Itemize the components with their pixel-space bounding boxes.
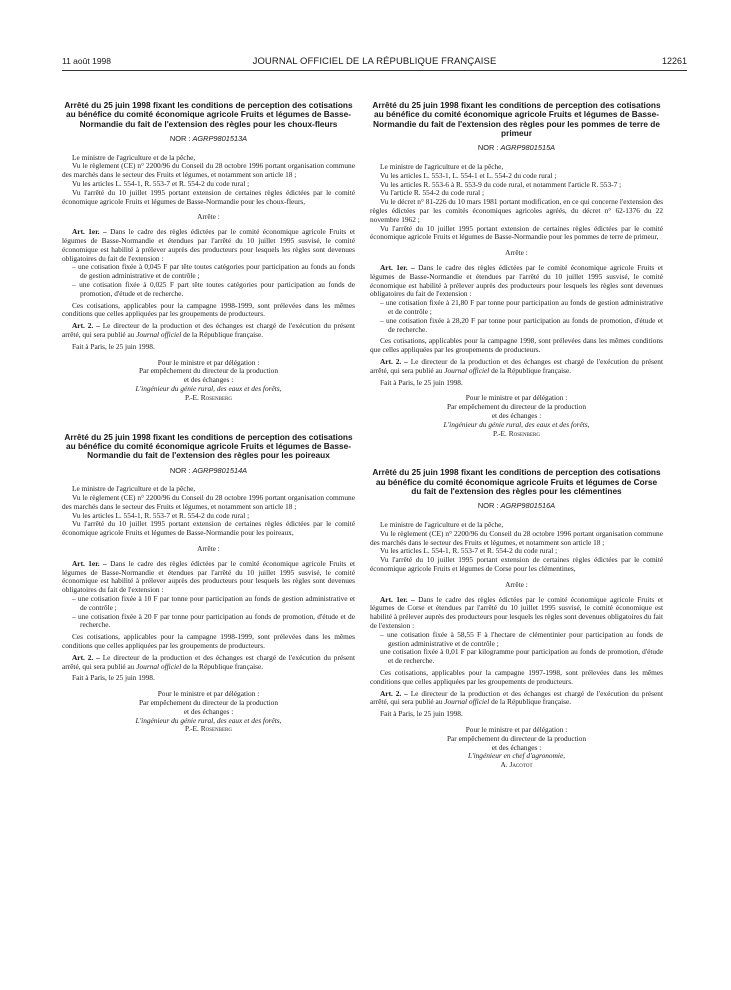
decree-article <box>62 101 355 403</box>
nor-label: NOR : <box>169 465 191 475</box>
levy-list <box>370 631 663 666</box>
signature-line: Pour le ministre et par délégation : <box>157 689 260 699</box>
signature-line: Par empêchement du directeur de la production <box>446 733 587 743</box>
article-1-text: Dans le cadre des règles édictées par le comité économique agricole Fruits et légumes de Basse-Normandie et étendues par l'arrêté du 10 juillet 1995 susvisé, le comité économique est habilité à prélever auprès des producteurs pour lesquels les règles sont devenues obligatoires du fait de l'extension : <box>62 558 355 595</box>
nor-reference <box>62 467 355 476</box>
signature-date: Fait à Paris, le 25 juin 1998. <box>380 377 463 387</box>
signatory-title: L'ingénieur en chef d'agronomie, <box>467 751 566 761</box>
levy-item: – une cotisation fixée à 10 F par tonne pour participation au fonds de gestion administrative et de contrôle ; <box>72 594 355 612</box>
signature-line: Par empêchement du directeur de la production <box>138 698 279 708</box>
preamble-paragraph: Vu le règlement (CE) n° 2200/96 du Conseil du 28 octobre 1996 portant organisation commune des marchés dans le secteur des Fruits et légumes, et notamment son article 18 ; <box>370 528 663 547</box>
nor-code: AGRP9801515A <box>500 143 556 153</box>
levy-list <box>370 299 663 334</box>
article-2-text: Le directeur de la production et des échanges est chargé de l'exécution du présent arrêté, qui sera publié au <box>62 652 355 671</box>
page-header <box>62 56 687 71</box>
article-1 <box>62 560 355 595</box>
nor-reference <box>370 502 663 511</box>
decree-article <box>62 433 355 735</box>
article-1-label: Art. 1er. – <box>380 262 415 272</box>
decree-title: Arrêté du 25 juin 1998 fixant les conditions de perception des cotisations au bénéfice du comité économique agricole Fruits et légumes de Basse-Normandie du fait de l'extension des règles pour les choux-fleurs <box>64 100 353 129</box>
preamble-paragraph: Vu le règlement (CE) n° 2200/96 du Conseil du 28 octobre 1996 portant organisation commune des marchés dans le secteur des Fruits et légumes, et notamment son article 18 ; <box>62 493 355 511</box>
signature-line: et des échanges : <box>491 742 542 752</box>
signature-line: et des échanges : <box>183 706 234 716</box>
article-2-label: Art. 2. – <box>380 688 408 698</box>
signatory-title: L'ingénieur du génie rural, des eaux et des forêts, <box>135 384 282 394</box>
journal-name: Journal officiel <box>136 661 182 671</box>
article-1-label: Art. 1er. – <box>380 594 415 604</box>
journal-name: Journal officiel <box>444 697 490 707</box>
preamble-paragraph: Vu l'arrêté du 10 juillet 1995 portant extension de certaines règles édictées par le comité économique agricole Fruits et légumes de Basse-Normandie pour les pommes de terre de primeur, <box>370 223 663 242</box>
preamble-paragraph: Vu l'article R. 554-2 du code rural ; <box>380 188 485 198</box>
article-1-text: Dans le cadre des règles édictées par le comité économique agricole Fruits et légumes de Corse et étendues par l'arrêté du 10 juillet 1995 susvisé, le comité économique est habilité à prélever auprès des producteurs pour lesquels les règles sont devenues obligatoires du fait de l'extension : <box>370 594 663 630</box>
signatory-name: P.-E. Rosenberg <box>493 428 540 438</box>
closing-paragraph: Ces cotisations, applicables pour la campagne 1998-1999, sont prélevées dans les mêmes conditions que celles appliquées par les groupements de producteurs. <box>62 632 355 651</box>
signature-line: et des échanges : <box>183 375 234 385</box>
levy-list <box>62 263 355 298</box>
preamble-paragraph: Vu les articles L. 554-1, R. 553-7 et R. 554-2 du code rural ; <box>72 179 250 189</box>
article-2-text-end: de la République française. <box>183 330 264 340</box>
signature-date: Fait à Paris, le 25 juin 1998. <box>72 673 155 683</box>
nor-code: AGRP9801516A <box>500 501 556 511</box>
nor-label: NOR : <box>477 501 499 511</box>
preamble-paragraph: Le ministre de l'agriculture et de la pêche, <box>380 519 504 529</box>
nor-code: AGRP9801513A <box>192 133 248 143</box>
preamble-paragraph: Vu les articles L. 554-1, R. 553-7 et R. 554-2 du code rural ; <box>72 510 250 520</box>
levy-item: – une cotisation fixée à 28,20 F par tonne pour participation au fonds de promotion, d'étude et de recherche. <box>380 315 663 334</box>
levy-item: une cotisation fixée à 0,01 F par kilogramme pour participation au fonds de promotion, d'étude et de recherche. <box>380 647 663 666</box>
signatory-name: P.-E. Rosenberg <box>185 392 232 402</box>
article-2-text-end: de la République française. <box>183 661 264 671</box>
levy-item: – une cotisation fixée à 20 F par tonne pour participation au fonds de promotion, d'étude et de recherche. <box>72 611 355 630</box>
article-1-label: Art. 1er. – <box>72 558 107 568</box>
article-1-text: Dans le cadre des règles édictées par le comité économique agricole Fruits et légumes de Basse-Normandie et étendues par l'arrêté du 10 juillet 1995 susvisé, le comité économique est habilité à prélever auprès des producteurs pour lesquels les règles sont devenues obligatoires du fait de l'extension : <box>370 262 663 299</box>
signatory-name: A. Jacotot <box>500 760 533 770</box>
article-2-text: Le directeur de la production et des échanges est chargé de l'exécution du présent arrêté, qui sera publié au <box>62 321 355 340</box>
signatory-title: L'ingénieur du génie rural, des eaux et des forêts, <box>135 715 282 725</box>
page-number: 12261 <box>661 56 687 66</box>
nor-code: AGRP9801514A <box>192 465 248 475</box>
signature-date: Fait à Paris, le 25 juin 1998. <box>380 709 463 719</box>
levy-item: – une cotisation fixée à 21,80 F par tonne pour participation au fonds de gestion administrative et de contrôle ; <box>380 298 663 316</box>
preamble-paragraph: Le ministre de l'agriculture et de la pêche, <box>72 484 196 494</box>
signature-line: Par empêchement du directeur de la production <box>446 402 587 412</box>
article-2-text: Le directeur de la production et des échanges est chargé de l'exécution du présent arrêté, qui sera publié au <box>370 356 663 375</box>
levy-item: – une cotisation fixée à 58,55 F à l'hectare de clémentinier pour participation au fonds de gestion administrative et de contrôle ; <box>380 629 663 648</box>
nor-label: NOR : <box>169 133 191 143</box>
levy-item: – une cotisation fixée à 0,025 F part tête toutes catégories pour participation au fonds de promotion, d'étude et de recherche. <box>72 280 355 298</box>
levy-list <box>62 595 355 630</box>
journal-name: Journal officiel <box>136 330 182 340</box>
signature-line: Par empêchement du directeur de la production <box>138 366 279 376</box>
preamble-paragraph: Vu l'arrêté du 10 juillet 1995 portant extension de certaines règles édictées par le comité économique agricole Fruits et légumes de Corse pour les clémentines, <box>370 555 663 573</box>
signature-line: Pour le ministre et par délégation : <box>465 393 568 403</box>
article-1 <box>370 596 663 631</box>
decree-title: Arrêté du 25 juin 1998 fixant les conditions de perception des cotisations au bénéfice du comité économique agricole Fruits et légumes de Corse du fait de l'extension des règles pour les clémentines <box>372 467 661 496</box>
signature-line: et des échanges : <box>491 410 542 420</box>
article-2 <box>370 358 663 376</box>
left-column <box>62 101 355 764</box>
article-2-text: Le directeur de la production et des échanges est chargé de l'exécution du présent arrêté, qui sera publié au <box>370 688 663 707</box>
nor-reference <box>62 135 355 144</box>
article-2-text-end: de la République française. <box>491 365 572 375</box>
article-2 <box>62 322 355 340</box>
levy-item: – une cotisation fixée à 0,045 F par tête toutes catégories pour participation au fonds au fonds de gestion administrative et de contrôle ; <box>72 262 355 281</box>
article-2 <box>62 654 355 672</box>
decree-title: Arrêté du 25 juin 1998 fixant les conditions de perception des cotisations au bénéfice du comité économique agricole Fruits et légumes de Basse-Normandie du fait de l'extension des règles pour les poireaux <box>64 431 353 461</box>
article-2-label: Art. 2. – <box>380 356 408 366</box>
arrete-label: Arrête : <box>505 248 528 258</box>
preamble-paragraph: Le ministre de l'agriculture et de la pêche, <box>72 152 196 162</box>
article-1 <box>370 264 663 299</box>
article-2-text-end: de la République française. <box>491 697 572 707</box>
decree-title: Arrêté du 25 juin 1998 fixant les conditions de perception des cotisations au bénéfice du comité économique agricole Fruits et légumes de Basse-Normandie du fait de l'extension des règles pour les pommes de terre de primeur <box>372 100 661 138</box>
preamble-paragraph: Vu les articles R. 553-6 à R. 553-9 du code rural, et notamment l'article R. 553-7 ; <box>380 179 622 189</box>
signature-date: Fait à Paris, le 25 juin 1998. <box>72 341 155 351</box>
preamble-paragraph: Vu le décret n° 81-226 du 10 mars 1981 portant modification, en ce qui concerne l'extension des règles édictées par les comités économiques agricoles agréés, du décret n° 62-1376 du 22 novembre 1962 ; <box>370 197 664 224</box>
signature-line: Pour le ministre et par délégation : <box>465 724 568 734</box>
article-2-label: Art. 2. – <box>72 652 100 662</box>
preamble-paragraph: Vu l'arrêté du 10 juillet 1995 portant extension de certaines règles édictées par le comité économique agricole Fruits et légumes de Basse-Normandie pour les choux-fleurs, <box>62 187 355 206</box>
closing-paragraph: Ces cotisations, applicables pour la campagne 1998-1999, sont prélevées dans les mêmes conditions que celles appliquées par les groupements de producteurs. <box>62 300 355 319</box>
signatory-title: L'ingénieur du génie rural, des eaux et des forêts, <box>443 419 590 429</box>
decree-article <box>370 101 663 438</box>
preamble-paragraph: Vu les articles L. 553-1, L. 554-1 et L. 554-2 du code rural ; <box>380 170 557 180</box>
closing-paragraph: Ces cotisations, applicables pour la campagne 1997-1998, sont prélevées dans les mêmes conditions que celles appliquées par les groupements de producteurs. <box>370 667 663 686</box>
journal-name: Journal officiel <box>444 365 490 375</box>
article-1-text: Dans le cadre des règles édictées par le comité économique agricole Fruits et légumes de Basse-Normandie et étendues par l'arrêté du 10 juillet 1995 susvisé, le comité économique est habilité à prélever auprès des producteurs pour lesquels les règles sont devenues obligatoires du fait de l'extension : <box>62 227 355 263</box>
preamble-paragraph: Vu les articles L. 554-1, R. 553-7 et R. 554-2 du code rural ; <box>380 546 558 556</box>
article-1-label: Art. 1er. – <box>72 227 107 237</box>
article-2 <box>370 690 663 708</box>
arrete-label: Arrête : <box>197 544 220 554</box>
preamble-paragraph: Vu l'arrêté du 10 juillet 1995 portant extension de certaines règles édictées par le comité économique agricole Fruits et légumes de Basse-Normandie pour les poireaux, <box>62 519 355 538</box>
signature-line: Pour le ministre et par délégation : <box>157 357 260 367</box>
arrete-label: Arrête : <box>197 212 220 222</box>
nor-label: NOR : <box>477 143 499 153</box>
preamble-paragraph: Vu le règlement (CE) n° 2200/96 du Conseil du 28 octobre 1996 portant organisation commune des marchés dans le secteur des Fruits et légumes, et notamment son article 18 ; <box>62 161 355 180</box>
decree-article <box>370 468 663 770</box>
header-date: 11 août 1998 <box>62 56 111 66</box>
signatory-name: P.-E. Rosenberg <box>185 724 232 734</box>
journal-title: JOURNAL OFFICIEL DE LA RÉPUBLIQUE FRANÇAISE <box>252 56 497 67</box>
nor-reference <box>370 144 663 153</box>
right-column <box>370 101 663 800</box>
arrete-label: Arrête : <box>505 579 528 589</box>
article-2-label: Art. 2. – <box>72 321 100 331</box>
preamble-paragraph: Le ministre de l'agriculture et de la pêche, <box>380 161 504 171</box>
article-1 <box>62 228 355 263</box>
closing-paragraph: Ces cotisations, applicables pour la campagne 1998, sont prélevées dans les mêmes conditions que celles appliquées par les groupements de producteurs. <box>370 336 663 355</box>
